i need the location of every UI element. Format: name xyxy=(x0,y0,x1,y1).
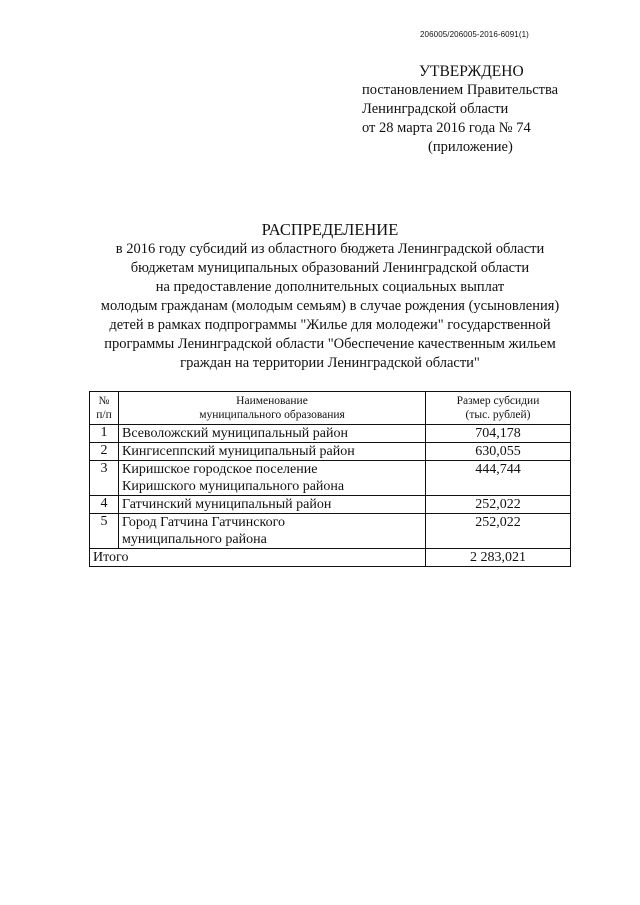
row-amount: 252,022 xyxy=(426,514,571,549)
table-row xyxy=(90,461,571,496)
heading-line: на предоставление дополнительных социальных выплат xyxy=(155,279,505,295)
row-amount: 252,022 xyxy=(426,496,571,514)
row-num: 3 xyxy=(90,461,119,496)
row-name: Всеволожский муниципальный район xyxy=(119,425,426,443)
document-id-stamp: 206005/206005-2016-6091(1) xyxy=(420,30,529,39)
header-amount: Размер субсидии (тыс. рублей) xyxy=(426,392,571,425)
row-num: 2 xyxy=(90,443,119,461)
table-row xyxy=(90,443,571,461)
heading-title: РАСПРЕДЕЛЕНИЕ xyxy=(261,220,399,239)
row-amount: 704,178 xyxy=(426,425,571,443)
table-total-row xyxy=(90,549,571,567)
heading-line: молодым гражданам (молодым семьям) в случае рождения (усыновления) xyxy=(100,298,560,314)
row-amount: 630,055 xyxy=(426,443,571,461)
header-num: № п/п xyxy=(90,392,119,425)
table-header-row xyxy=(90,392,571,425)
heading-line: граждан на территории Ленинградской области" xyxy=(180,355,480,371)
heading-line: бюджетам муниципальных образований Ленинградской области xyxy=(130,260,530,276)
row-amount: 444,744 xyxy=(426,461,571,496)
header-name: Наименование муниципального образования xyxy=(119,392,426,425)
total-label: Итого xyxy=(90,549,426,567)
approval-title: УТВЕРЖДЕНО xyxy=(419,63,524,80)
table-row xyxy=(90,496,571,514)
approval-line-3: от 28 марта 2016 года № 74 xyxy=(362,120,531,136)
row-num: 4 xyxy=(90,496,119,514)
heading-line: детей в рамках подпрограммы "Жилье для молодежи" государственной xyxy=(109,317,551,333)
approval-line-1: постановлением Правительства xyxy=(362,82,559,98)
row-name: Киришское городское поселение Киришского муниципального района xyxy=(119,461,426,496)
row-name: Город Гатчина Гатчинского муниципального района xyxy=(119,514,426,549)
row-num: 1 xyxy=(90,425,119,443)
subsidy-table xyxy=(89,391,571,567)
row-num: 5 xyxy=(90,514,119,549)
row-name: Гатчинский муниципальный район xyxy=(119,496,426,514)
approval-block xyxy=(362,62,582,157)
row-name: Кингисеппский муниципальный район xyxy=(119,443,426,461)
heading-line: в 2016 году субсидий из областного бюджета Ленинградской области xyxy=(115,241,545,257)
table-row xyxy=(90,425,571,443)
approval-line-2: Ленинградской области xyxy=(362,101,509,117)
heading-line: программы Ленинградской области "Обеспечение качественным жильем xyxy=(104,336,556,352)
table-row xyxy=(90,514,571,549)
approval-appendix: (приложение) xyxy=(428,139,513,155)
total-amount: 2 283,021 xyxy=(426,549,571,567)
document-heading xyxy=(60,220,600,373)
